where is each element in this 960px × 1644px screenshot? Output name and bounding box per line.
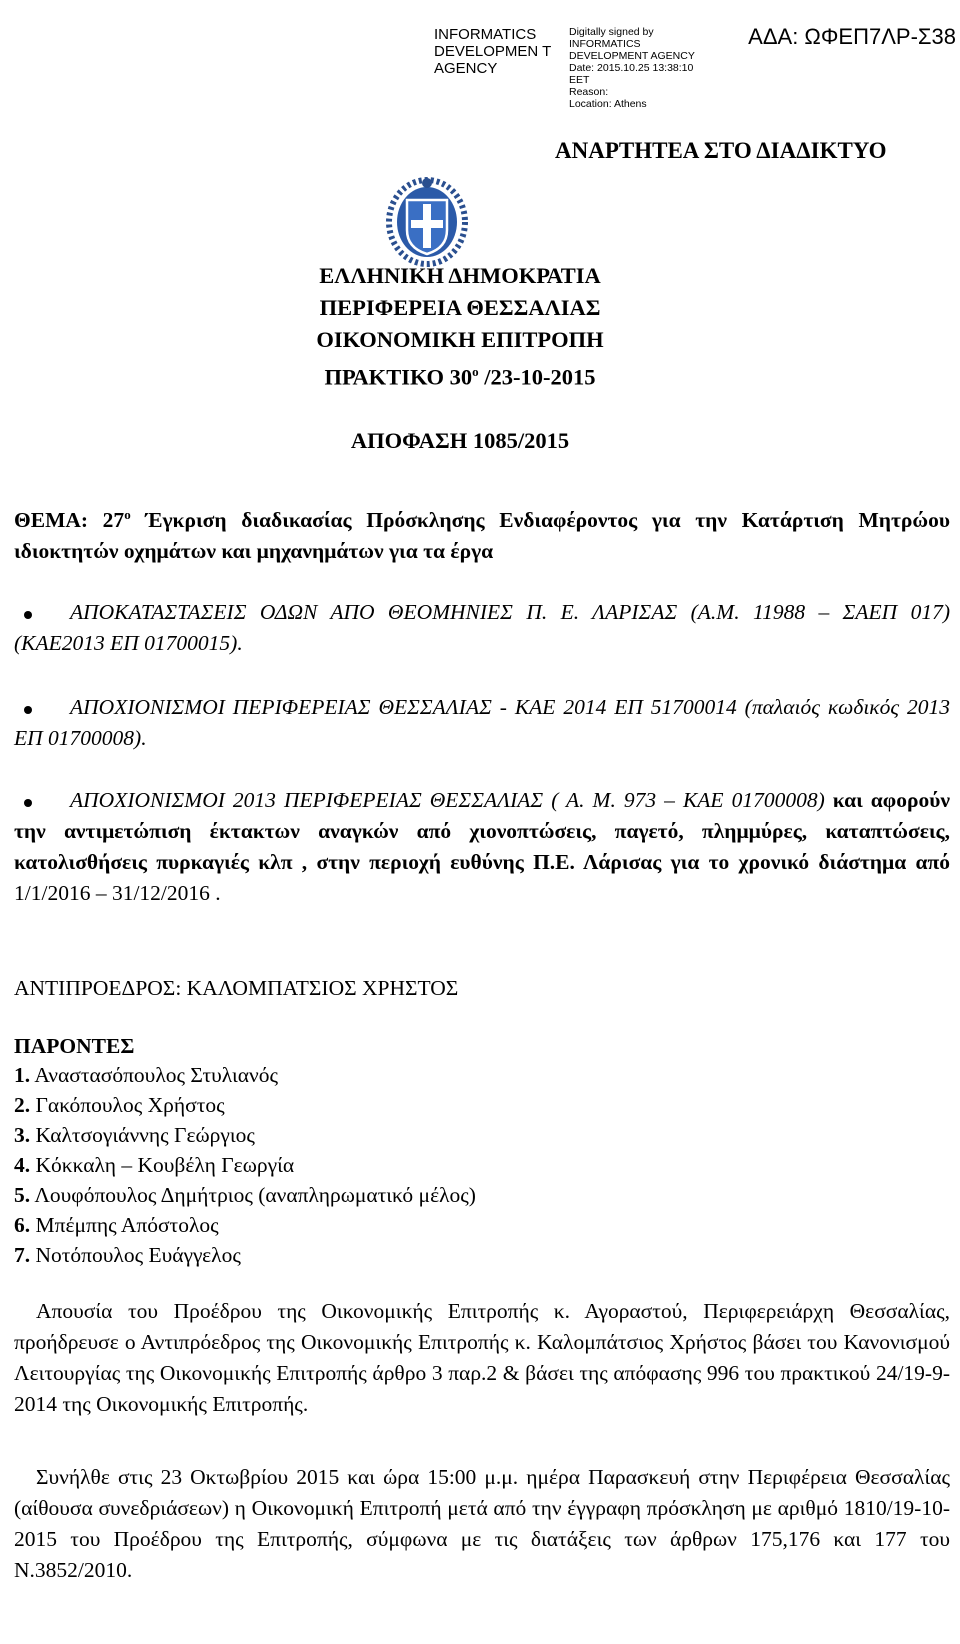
bullet-item-2: ΑΠΟΧΙΟΝΙΣΜΟΙ ΠΕΡΙΦΕΡΕΙΑΣ ΘΕΣΣΑΛΙΑΣ - ΚΑΕ 2014 ΕΠ 51700014 (παλαιός κωδικός 2013 ΕΠ 01700008).: [14, 695, 950, 750]
hellenic-emblem-icon: [385, 172, 469, 267]
vice-chair: ΑΝΤΙΠΡΟΕΔΡΟΣ: ΚΑΛΟΜΠΑΤΣΙΟΣ ΧΡΗΣΤΟΣ: [14, 976, 459, 1000]
present-member: [14, 1150, 294, 1180]
header-committee: ΟΙΚΟΝΟΜΙΚΗ ΕΠΙΤΡΟΠΗ: [316, 327, 604, 352]
subject-prefix: ΘΕΜΑ: 27: [14, 508, 125, 533]
signature-details: Digitally signed by INFORMATICS DEVELOPMENT AGENCY Date: 2015.10.25 13:38:10 EET Reason: Location: Athens: [569, 26, 695, 110]
member-name: Νοτόπουλος Ευάγγελος: [30, 1243, 241, 1267]
present-member: [14, 1210, 219, 1240]
present-member: [14, 1120, 255, 1150]
present-member: [14, 1090, 225, 1120]
bullet-item-1: ΑΠΟΚΑΤΑΣΤΑΣΕΙΣ ΟΔΩΝ ΑΠΟ ΘΕΟΜΗΝΙΕΣ Π. Ε. ΛΑΡΙΣΑΣ (Α.Μ. 11988 – ΣΑΕΠ 017) (ΚΑΕ2013 ΕΠ 01700015).: [14, 600, 950, 655]
member-number: 3.: [14, 1123, 31, 1147]
member-name: Κόκκαλη – Κουβέλη Γεωργία: [30, 1153, 295, 1177]
member-name: Καλτσογιάννης Γεώργιος: [30, 1123, 255, 1147]
member-number: 6.: [14, 1213, 31, 1237]
member-name: Μπέμπης Απόστολος: [30, 1213, 219, 1237]
subject-paragraph: [14, 499, 950, 567]
minutes-suffix: /23-10-2015: [478, 364, 596, 390]
decision-number: ΑΠΟΦΑΣΗ 1085/2015: [350, 428, 570, 453]
member-number: 5.: [14, 1183, 31, 1207]
header-minutes: [200, 355, 720, 394]
subject-sup: ο: [124, 507, 131, 522]
subject-text: Έγκριση διαδικασίας Πρόσκλησης Ενδιαφέροντος για την Κατάρτιση Μητρώου ιδιοκτητών οχημάτων και μηχανημάτων για τα έργα: [14, 508, 950, 564]
present-title: ΠΑΡΟΝΤΕΣ: [14, 1034, 135, 1058]
present-member: [14, 1060, 278, 1090]
present-member: [14, 1180, 476, 1210]
member-number: 4.: [14, 1153, 31, 1177]
posted-online-label: ΑΝΑΡΤΗΤΕΑ ΣΤΟ ΔΙΑΔΙΚΤΥΟ: [555, 138, 887, 163]
member-name: Αναστασόπουλος Στυλιανός: [30, 1063, 278, 1087]
absence-paragraph: Απουσία του Προέδρου της Οικονομικής Επιτροπής κ. Αγοραστού, Περιφερειάρχη Θεσσαλίας, προήδρευσε ο Αντιπρόεδρος της Οικονομικής Επιτροπής κ. Καλομπάτσιος Χρήστος βάσει του Κανονισμού Λειτουργίας της Οικονομικής Επιτροπής άρθρο 3 παρ.2 & βάσει της απόφασης 996 του πρακτικού 24/19-9-2014 της Οικονομικής Επιτροπής.: [14, 1299, 950, 1416]
bullet-3-text: ΑΠΟΧΙΟΝΙΣΜΟΙ 2013 ΠΕΡΙΦΕΡΕΙΑΣ ΘΕΣΣΑΛΙΑΣ ( Α. Μ. 973 – ΚΑΕ 01700008): [70, 788, 825, 812]
header-republic: ΕΛΛΗΝΙΚΗ ΔΗΜΟΚΡΑΤΙΑ: [319, 263, 601, 288]
header-region: ΠΕΡΙΦΕΡΕΙΑ ΘΕΣΣΑΛΙΑΣ: [319, 295, 601, 320]
bullet-3-period: 1/1/2016 – 31/12/2016 .: [14, 881, 221, 905]
minutes-prefix: ΠΡΑΚΤΙΚΟ 30: [324, 364, 473, 390]
member-name: Λουφόπουλος Δημήτριος (αναπληρωματικό μέλος): [30, 1183, 476, 1207]
bullet-item-3: [14, 785, 950, 909]
minutes-sup: ο: [472, 364, 479, 379]
member-number: 1.: [14, 1063, 31, 1087]
member-name: Γακόπουλος Χρήστος: [30, 1093, 225, 1117]
member-number: 2.: [14, 1093, 31, 1117]
meeting-paragraph: Συνήλθε στις 23 Οκτωβρίου 2015 και ώρα 15:00 μ.μ. ημέρα Παρασκευή στην Περιφέρεια Θεσσαλίας (αίθουσα συνεδριάσεων) η Οικονομική Επιτροπή μετά από την έγγραφη πρόσκληση με αριθμό 1810/19-10-2015 του Προέδρου της Επιτροπής, σύμφωνα με τις διατάξεις των άρθρων 175,176 και 177 του Ν.3852/2010.: [14, 1465, 950, 1582]
ada-code: ΑΔΑ: ΩΦΕΠ7ΛΡ-Σ38: [748, 24, 956, 49]
bullet-3-bold-text: και αφορούν την αντιμετώπιση έκτακτων αναγκών από χιονοπτώσεις, παγετό, πλημμύρες, καταπτώσεις, κατολισθήσεις πυρκαγιές κλπ , στην περιοχή ευθύνης Π.Ε. Λάρισας για το χρονικό διάστημα από: [14, 788, 950, 874]
signature-org-name: INFORMATICS DEVELOPMEN T AGENCY: [434, 26, 551, 77]
member-number: 7.: [14, 1243, 31, 1267]
present-member: [14, 1240, 241, 1270]
